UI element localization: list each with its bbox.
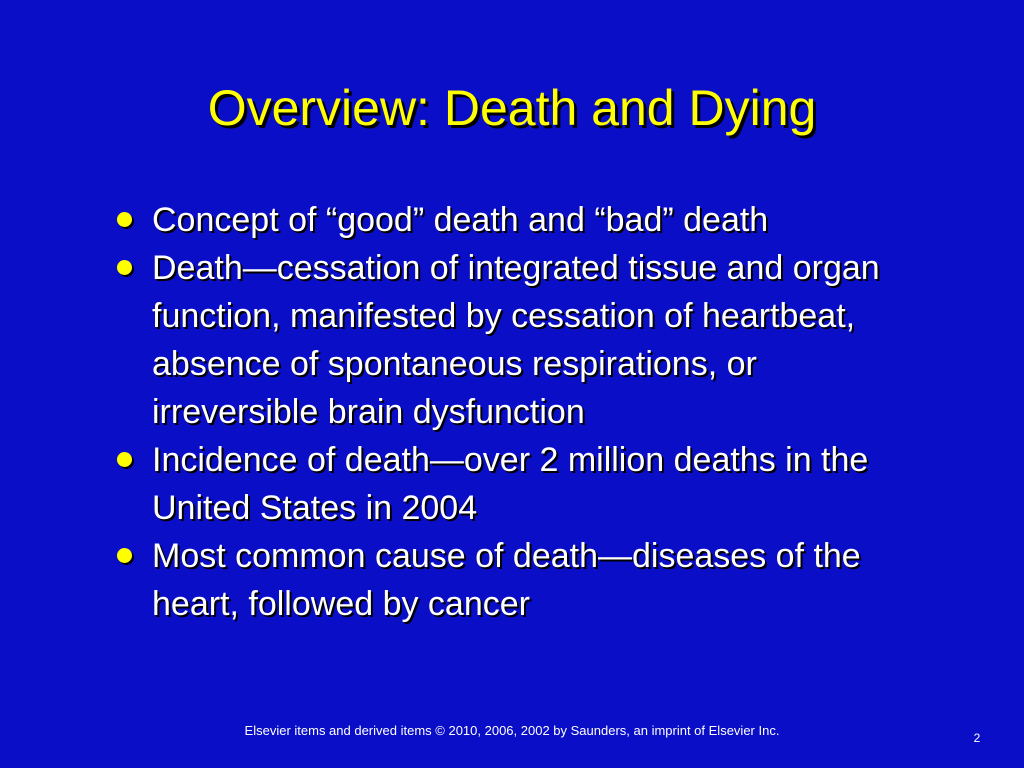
bullet-dot-icon xyxy=(117,452,132,467)
bullet-text: Most common cause of death—diseases of the heart, followed by cancer xyxy=(152,537,861,623)
bullet-list xyxy=(112,196,912,628)
bullet-dot-icon xyxy=(117,260,132,275)
slide-title: Overview: Death and Dying xyxy=(207,80,817,136)
bullet-text: Incidence of death—over 2 million deaths in the United States in 2004 xyxy=(152,441,869,527)
bullet-text: Death—cessation of integrated tissue and organ function, manifested by cessation of heartbeat, absence of spontaneous respirations, or irreversible brain dysfunction xyxy=(152,249,880,431)
bullet-item xyxy=(112,196,912,244)
page-number: 2 xyxy=(973,731,981,745)
bullet-dot-icon xyxy=(117,548,132,563)
bullet-dot-icon xyxy=(117,212,132,227)
bullet-item xyxy=(112,436,912,532)
bullet-item xyxy=(112,532,912,628)
copyright-footer: Elsevier items and derived items © 2010, 2006, 2002 by Saunders, an imprint of Elsevier Inc. xyxy=(244,723,780,738)
bullet-item xyxy=(112,244,912,436)
bullet-text: Concept of “good” death and “bad” death xyxy=(152,201,769,239)
